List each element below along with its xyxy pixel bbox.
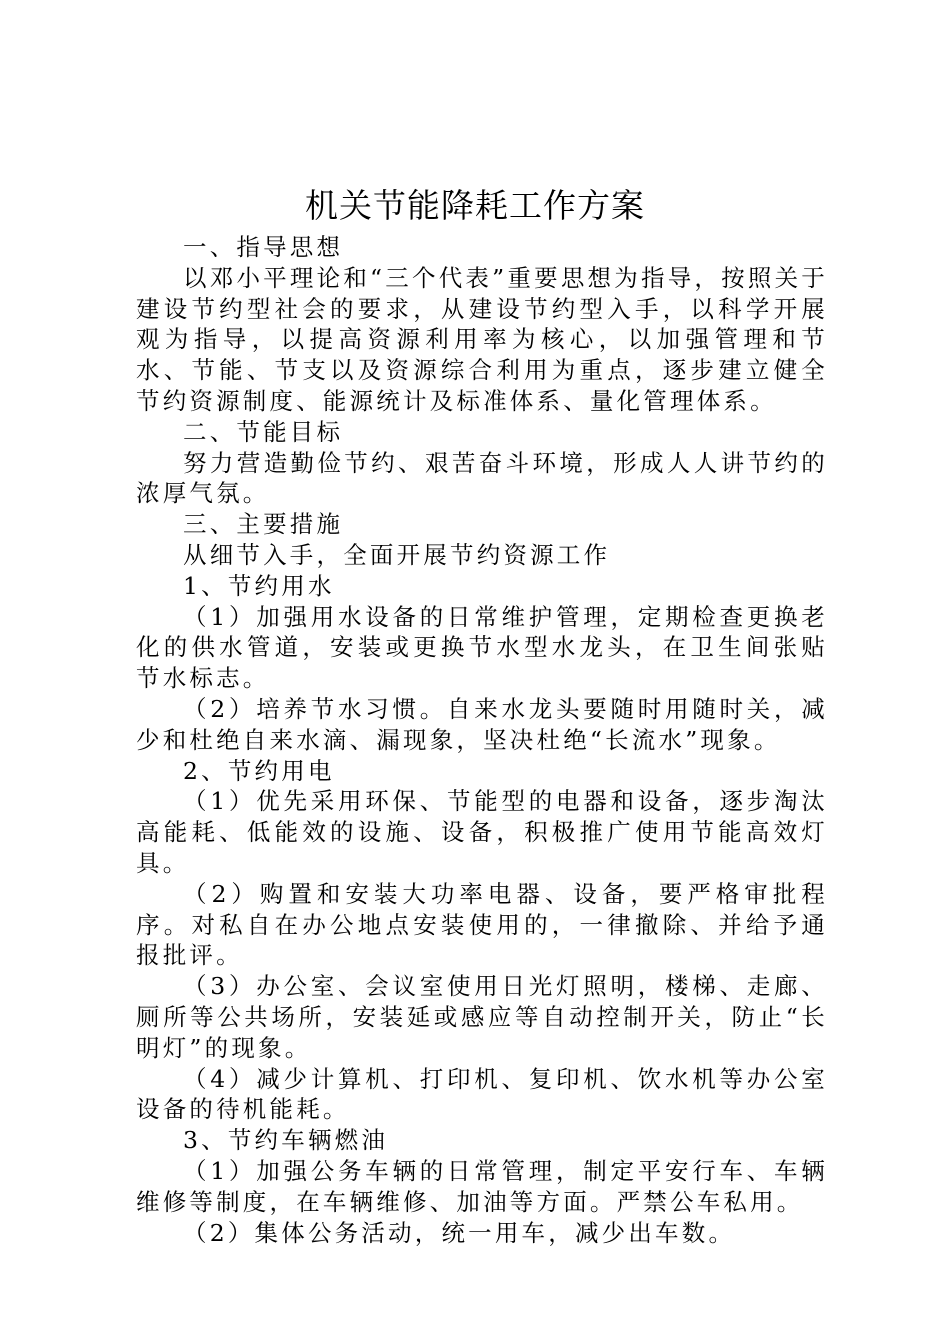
paragraph: （3）办公室、会议室使用日光灯照明，楼梯、走廊、厕所等公共场所，安装延或感应等自动控制开关，防止“长明灯”的现象。 [136,972,828,1062]
paragraph: 努力营造勤俭节约、艰苦奋斗环境，形成人人讲节约的浓厚气氛。 [136,448,828,508]
paragraph: （2）集体公务活动，统一用车，减少出车数。 [183,1218,736,1247]
section-heading-guiding-ideology: 一、指导思想 [183,233,344,261]
subheading-save-water: 1、节约用水 [183,571,335,600]
document-body [136,232,828,1248]
paragraph: （2）培养节水习惯。自来水龙头要随时用随时关，减少和杜绝自来水滴、漏现象，坚决杜绝“长流水”现象。 [136,694,828,754]
subheading-save-vehicle-fuel: 3、节约车辆燃油 [183,1126,389,1155]
paragraph: （4）减少计算机、打印机、复印机、饮水机等办公室设备的待机能耗。 [136,1064,828,1124]
paragraph: 以邓小平理论和“三个代表”重要思想为指导，按照关于建设节约型社会的要求，从建设节约型入手，以科学开展观为指导，以提高资源利用率为核心，以加强管理和节水、节能、节支以及资源综合利用为重点，逐步建立健全节约资源制度、能源统计及标准体系、量化管理体系。 [136,263,828,415]
paragraph: 从细节入手，全面开展节约资源工作 [183,540,611,569]
subheading-save-electricity: 2、节约用电 [183,756,335,785]
section-heading-main-measures: 三、主要措施 [183,510,344,539]
paragraph: （1）加强用水设备的日常维护管理，定期检查更换老化的供水管道，安装或更换节水型水龙头，在卫生间张贴节水标志。 [136,602,828,693]
paragraph: （1）优先采用环保、节能型的电器和设备，逐步淘汰高能耗、低能效的设施、设备，积极推广使用节能高效灯具。 [136,787,828,877]
paragraph: （1）加强公务车辆的日常管理，制定平安行车、车辆维修等制度，在车辆维修、加油等方面。严禁公车私用。 [136,1156,828,1216]
paragraph: （2）购置和安装大功率电器、设备，要严格审批程序。对私自在办公地点安装使用的，一律撤除、并给予通报批评。 [136,879,828,970]
section-heading-energy-goal: 二、节能目标 [183,417,344,446]
document-title: 机关节能降耗工作方案 [305,186,645,225]
